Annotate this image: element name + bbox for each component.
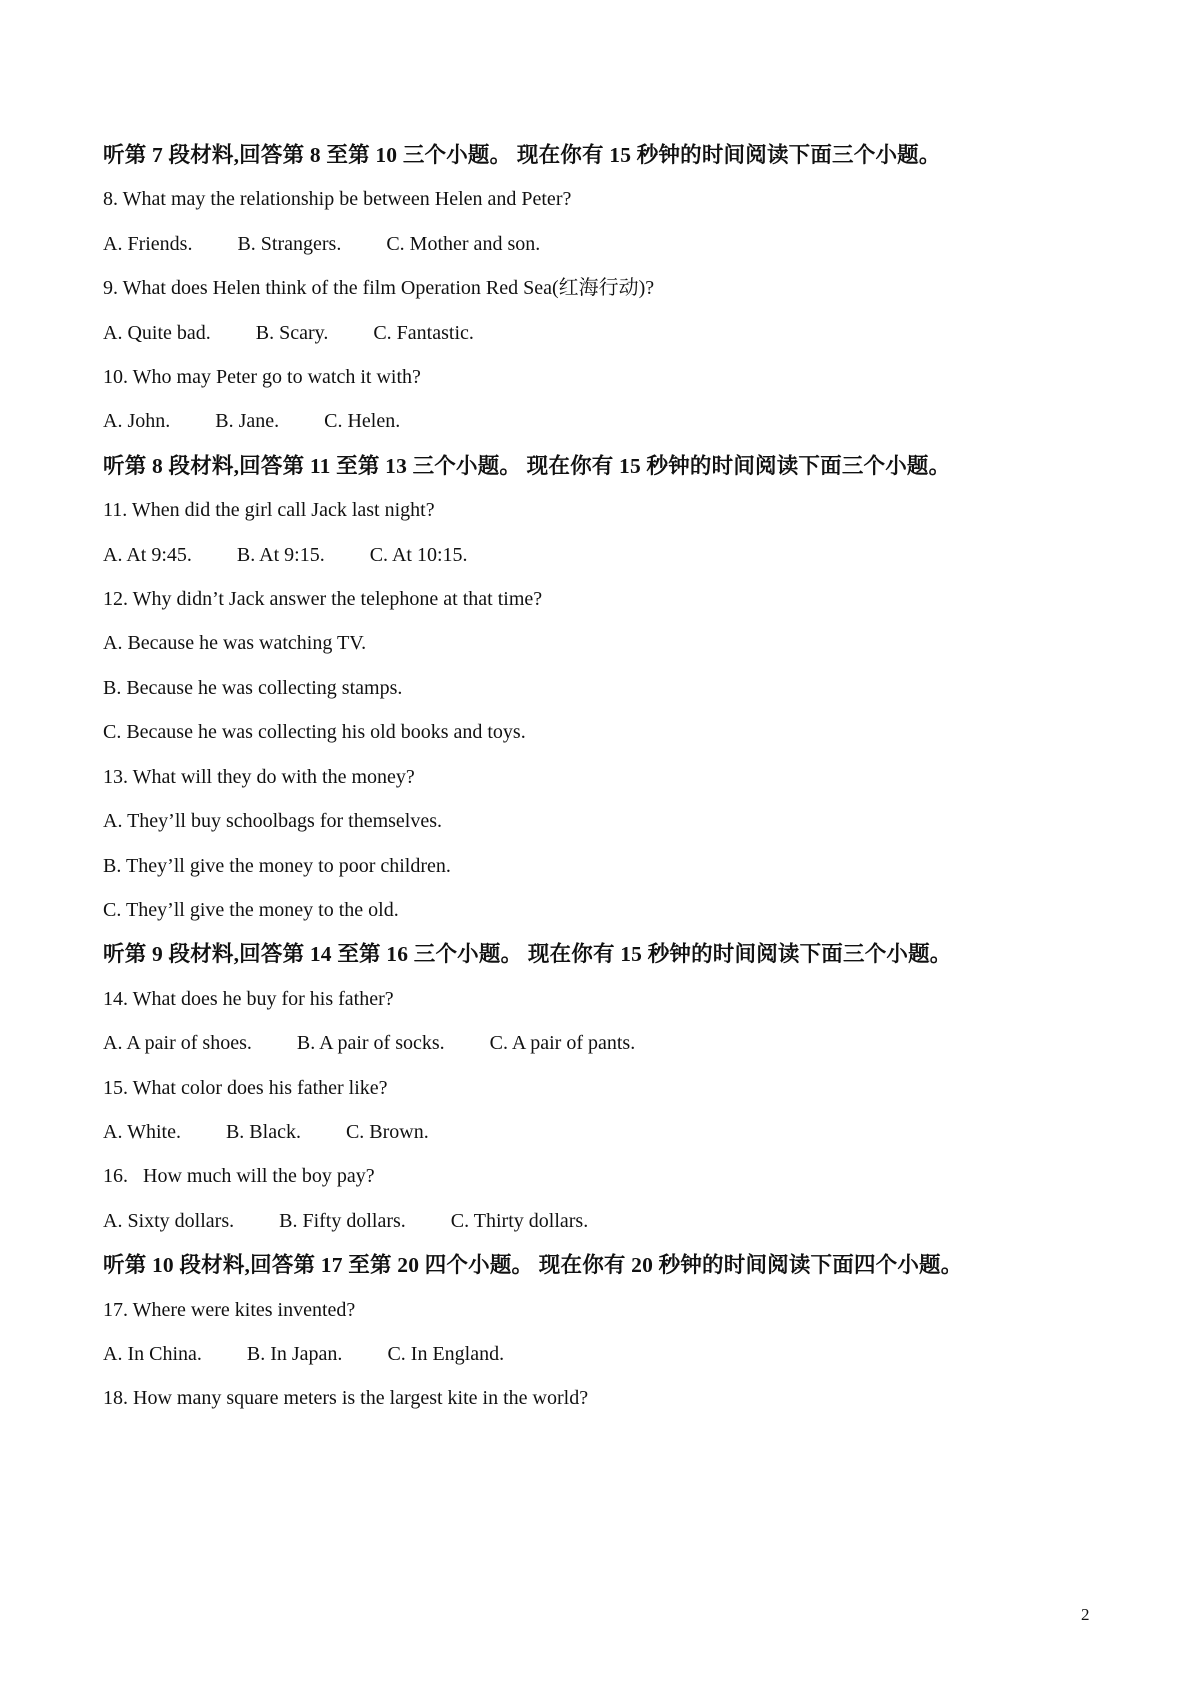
option-b: B. At 9:15. [236, 543, 325, 566]
question-text: 14. What does he buy for his father? [103, 987, 394, 1010]
option-c: C. Helen. [324, 410, 401, 433]
option-c: C. Fantastic. [373, 321, 474, 344]
option-row [103, 1199, 1120, 1243]
option-c: C. Mother and son. [386, 232, 541, 255]
listening-section-8 [103, 444, 1120, 932]
question-text: 16. How much will the boy pay? [103, 1165, 375, 1188]
option-b: B. Jane. [215, 410, 280, 433]
option-c: C. Because he was collecting his old books and toys. [103, 721, 526, 744]
option-row [103, 222, 1120, 266]
question-text: 15. What color does his father like? [103, 1076, 388, 1099]
option-b: B. They’ll give the money to poor children. [103, 854, 451, 877]
option-c: C. Brown. [345, 1120, 429, 1143]
option-row [103, 533, 1120, 577]
listening-section-10 [103, 1243, 1120, 1421]
option-c: C. In England. [387, 1342, 505, 1365]
exam-content [103, 133, 1120, 1421]
listening-section-9 [103, 932, 1120, 1243]
option-b: B. Fifty dollars. [279, 1209, 406, 1232]
option-a: A. White. [103, 1120, 181, 1143]
option-b: B. Scary. [255, 321, 329, 344]
question-text: 12. Why didn’t Jack answer the telephone at that time? [103, 588, 543, 611]
option-b: B. In Japan. [246, 1342, 343, 1365]
question-text: 9. What does Helen think of the film Operation Red Sea(红海行动)? [103, 277, 655, 300]
option-b: B. Strangers. [237, 232, 342, 255]
option-a: A. Friends. [103, 232, 193, 255]
option-row [103, 311, 1120, 355]
option-c: C. A pair of pants. [489, 1032, 636, 1055]
option-b: B. Black. [225, 1120, 301, 1143]
option-a: A. In China. [103, 1342, 202, 1365]
option-a: A. A pair of shoes. [103, 1032, 252, 1055]
option-c: C. Thirty dollars. [450, 1209, 589, 1232]
section-header: 听第 10 段材料,回答第 17 至第 20 四个小题。 现在你有 20 秒钟的时间阅读下面四个小题。 [103, 1253, 963, 1278]
option-row [103, 399, 1120, 443]
option-b: B. Because he was collecting stamps. [103, 676, 403, 699]
option-row [103, 1110, 1120, 1154]
option-a: A. Quite bad. [103, 321, 211, 344]
question-text: 11. When did the girl call Jack last night? [103, 499, 435, 522]
option-a: A. Sixty dollars. [103, 1209, 235, 1232]
question-text: 8. What may the relationship be between Helen and Peter? [103, 188, 572, 211]
section-header: 听第 9 段材料,回答第 14 至第 16 三个小题。 现在你有 15 秒钟的时间阅读下面三个小题。 [103, 942, 952, 967]
question-text: 17. Where were kites invented? [103, 1298, 356, 1321]
option-row [103, 1021, 1120, 1065]
option-a: A. They’ll buy schoolbags for themselves. [103, 810, 443, 833]
question-text: 13. What will they do with the money? [103, 765, 415, 788]
option-a: A. John. [103, 410, 171, 433]
listening-section-7 [103, 133, 1120, 444]
option-c: C. They’ll give the money to the old. [103, 898, 399, 921]
question-text: 10. Who may Peter go to watch it with? [103, 366, 421, 389]
question-text: 18. How many square meters is the largest kite in the world? [103, 1387, 589, 1410]
option-c: C. At 10:15. [369, 543, 468, 566]
page-number: 2 [1081, 1605, 1090, 1624]
section-header: 听第 8 段材料,回答第 11 至第 13 三个小题。 现在你有 15 秒钟的时间阅读下面三个小题。 [103, 453, 951, 478]
option-b: B. A pair of socks. [296, 1032, 445, 1055]
option-a: A. Because he was watching TV. [103, 632, 367, 655]
section-header: 听第 7 段材料,回答第 8 至第 10 三个小题。 现在你有 15 秒钟的时间阅读下面三个小题。 [103, 143, 941, 167]
option-a: A. At 9:45. [103, 543, 192, 566]
option-row [103, 1332, 1120, 1376]
